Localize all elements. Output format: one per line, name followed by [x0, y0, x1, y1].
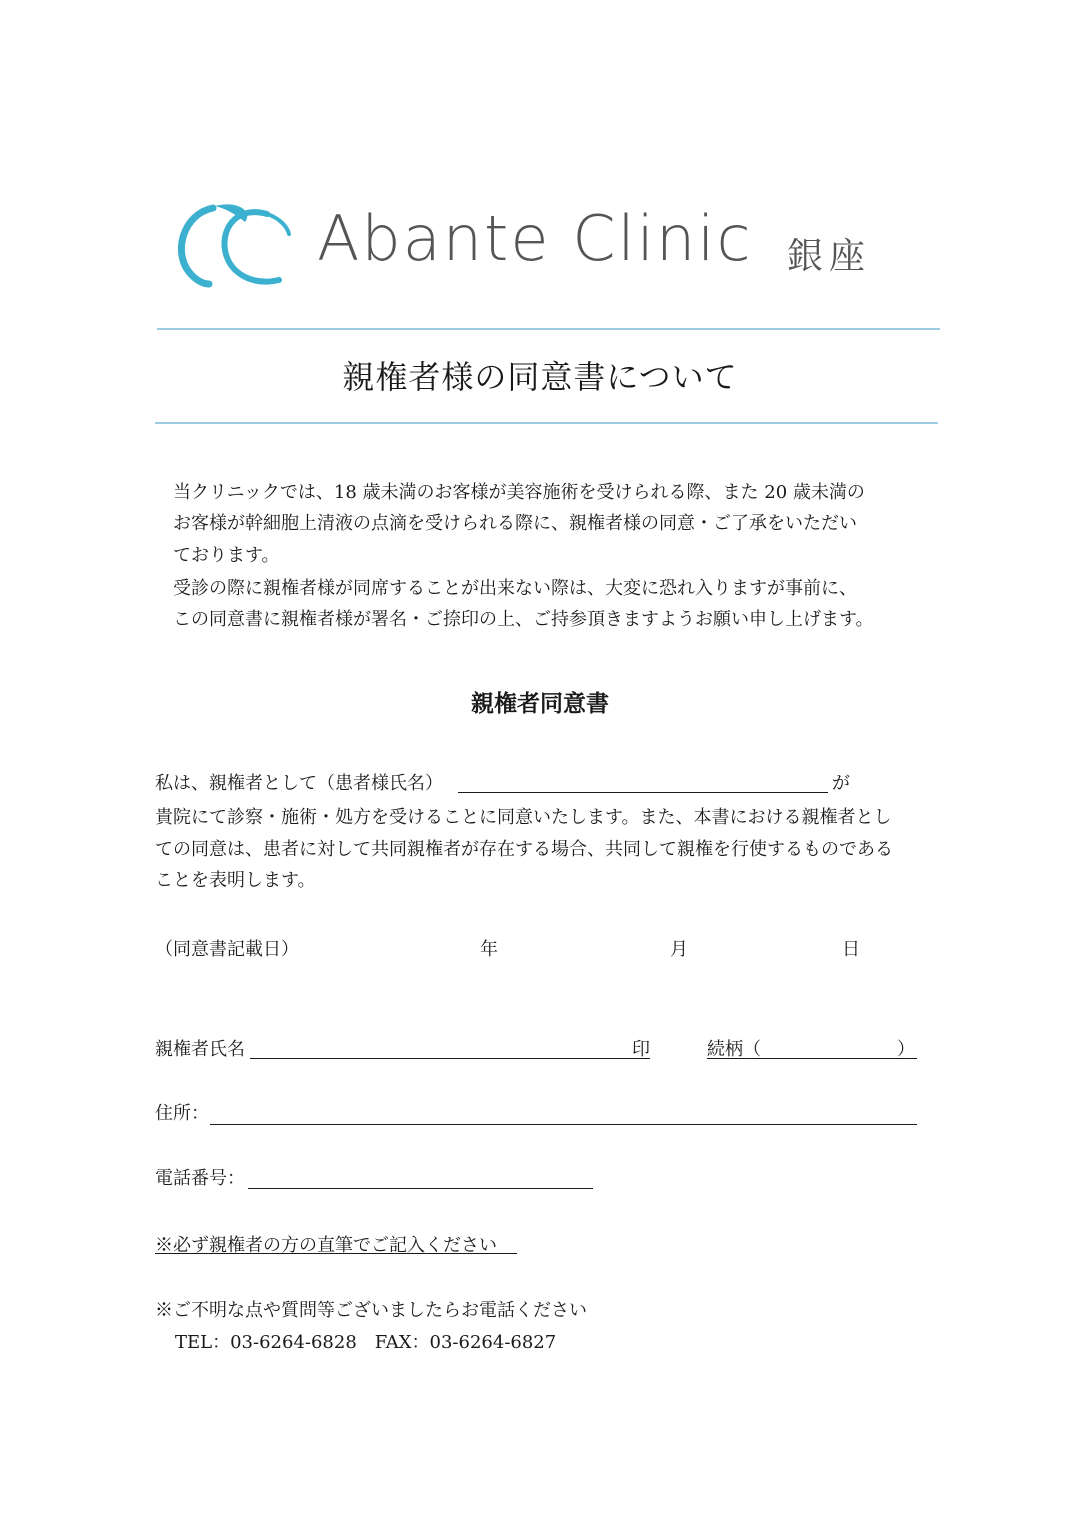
date-day: 日: [842, 939, 860, 960]
date-label: （同意書記載日）: [155, 939, 299, 960]
guardian-name-field[interactable]: [250, 1058, 650, 1059]
relation-field[interactable]: [707, 1058, 917, 1059]
patient-name-field[interactable]: [458, 792, 828, 793]
form-heading: 親権者同意書: [471, 690, 609, 717]
handwriting-note: ※必ず親権者の方の直筆でご記入ください: [155, 1235, 497, 1256]
consent-prefix: 私は、親権者として（患者様氏名）: [155, 773, 443, 794]
intro-line-1: 当クリニックでは、18 歳未満のお客様が美容施術を受けられる際、また 20 歳未満の: [173, 482, 865, 503]
title-rule-top: [157, 328, 940, 330]
intro-line-5: この同意書に親権者様が署名・ご捺印の上、ご持参頂きますようお願い申し上げます。: [173, 609, 874, 630]
consent-line-3: ことを表明します。: [155, 870, 316, 891]
consent-line-1: 貴院にて診察・施術・処方を受けることに同意いたします。また、本書における親権者とし: [155, 807, 892, 828]
phone-label: 電話番号：: [155, 1168, 245, 1189]
phone-field[interactable]: [248, 1188, 593, 1189]
logo-mark-icon: [175, 200, 305, 290]
relation-label: 続柄（: [707, 1039, 761, 1060]
contact-note: ※ご不明な点や質問等ございましたらお電話ください: [155, 1300, 587, 1321]
intro-line-2: お客様が幹細胞上清液の点滴を受けられる際に、親権者様の同意・ご了承をいただい: [173, 513, 857, 534]
intro-line-3: ております。: [173, 545, 280, 566]
clinic-logo: [175, 200, 895, 290]
logo-name: Abante Clinic: [317, 202, 753, 275]
seal-mark: 印: [632, 1039, 650, 1060]
address-label: 住所：: [155, 1103, 209, 1124]
consent-line-2: ての同意は、患者に対して共同親権者が存在する場合、共同して親権を行使するものである: [155, 839, 893, 860]
page-title: 親権者様の同意書について: [342, 358, 738, 396]
date-year: 年: [480, 939, 498, 960]
contact-tel-fax: TEL：03-6264-6828 FAX：03-6264-6827: [175, 1332, 557, 1353]
handwriting-note-underline: [155, 1253, 517, 1254]
relation-close: ）: [897, 1039, 915, 1060]
date-month: 月: [670, 939, 688, 960]
guardian-name-label: 親権者氏名: [155, 1039, 245, 1060]
logo-location: 銀座: [787, 236, 872, 277]
consent-suffix: が: [832, 773, 850, 794]
intro-line-4: 受診の際に親権者様が同席することが出来ない際は、大変に恐れ入りますが事前に、: [173, 578, 857, 599]
address-field[interactable]: [210, 1124, 917, 1125]
title-rule-bottom: [155, 422, 938, 424]
